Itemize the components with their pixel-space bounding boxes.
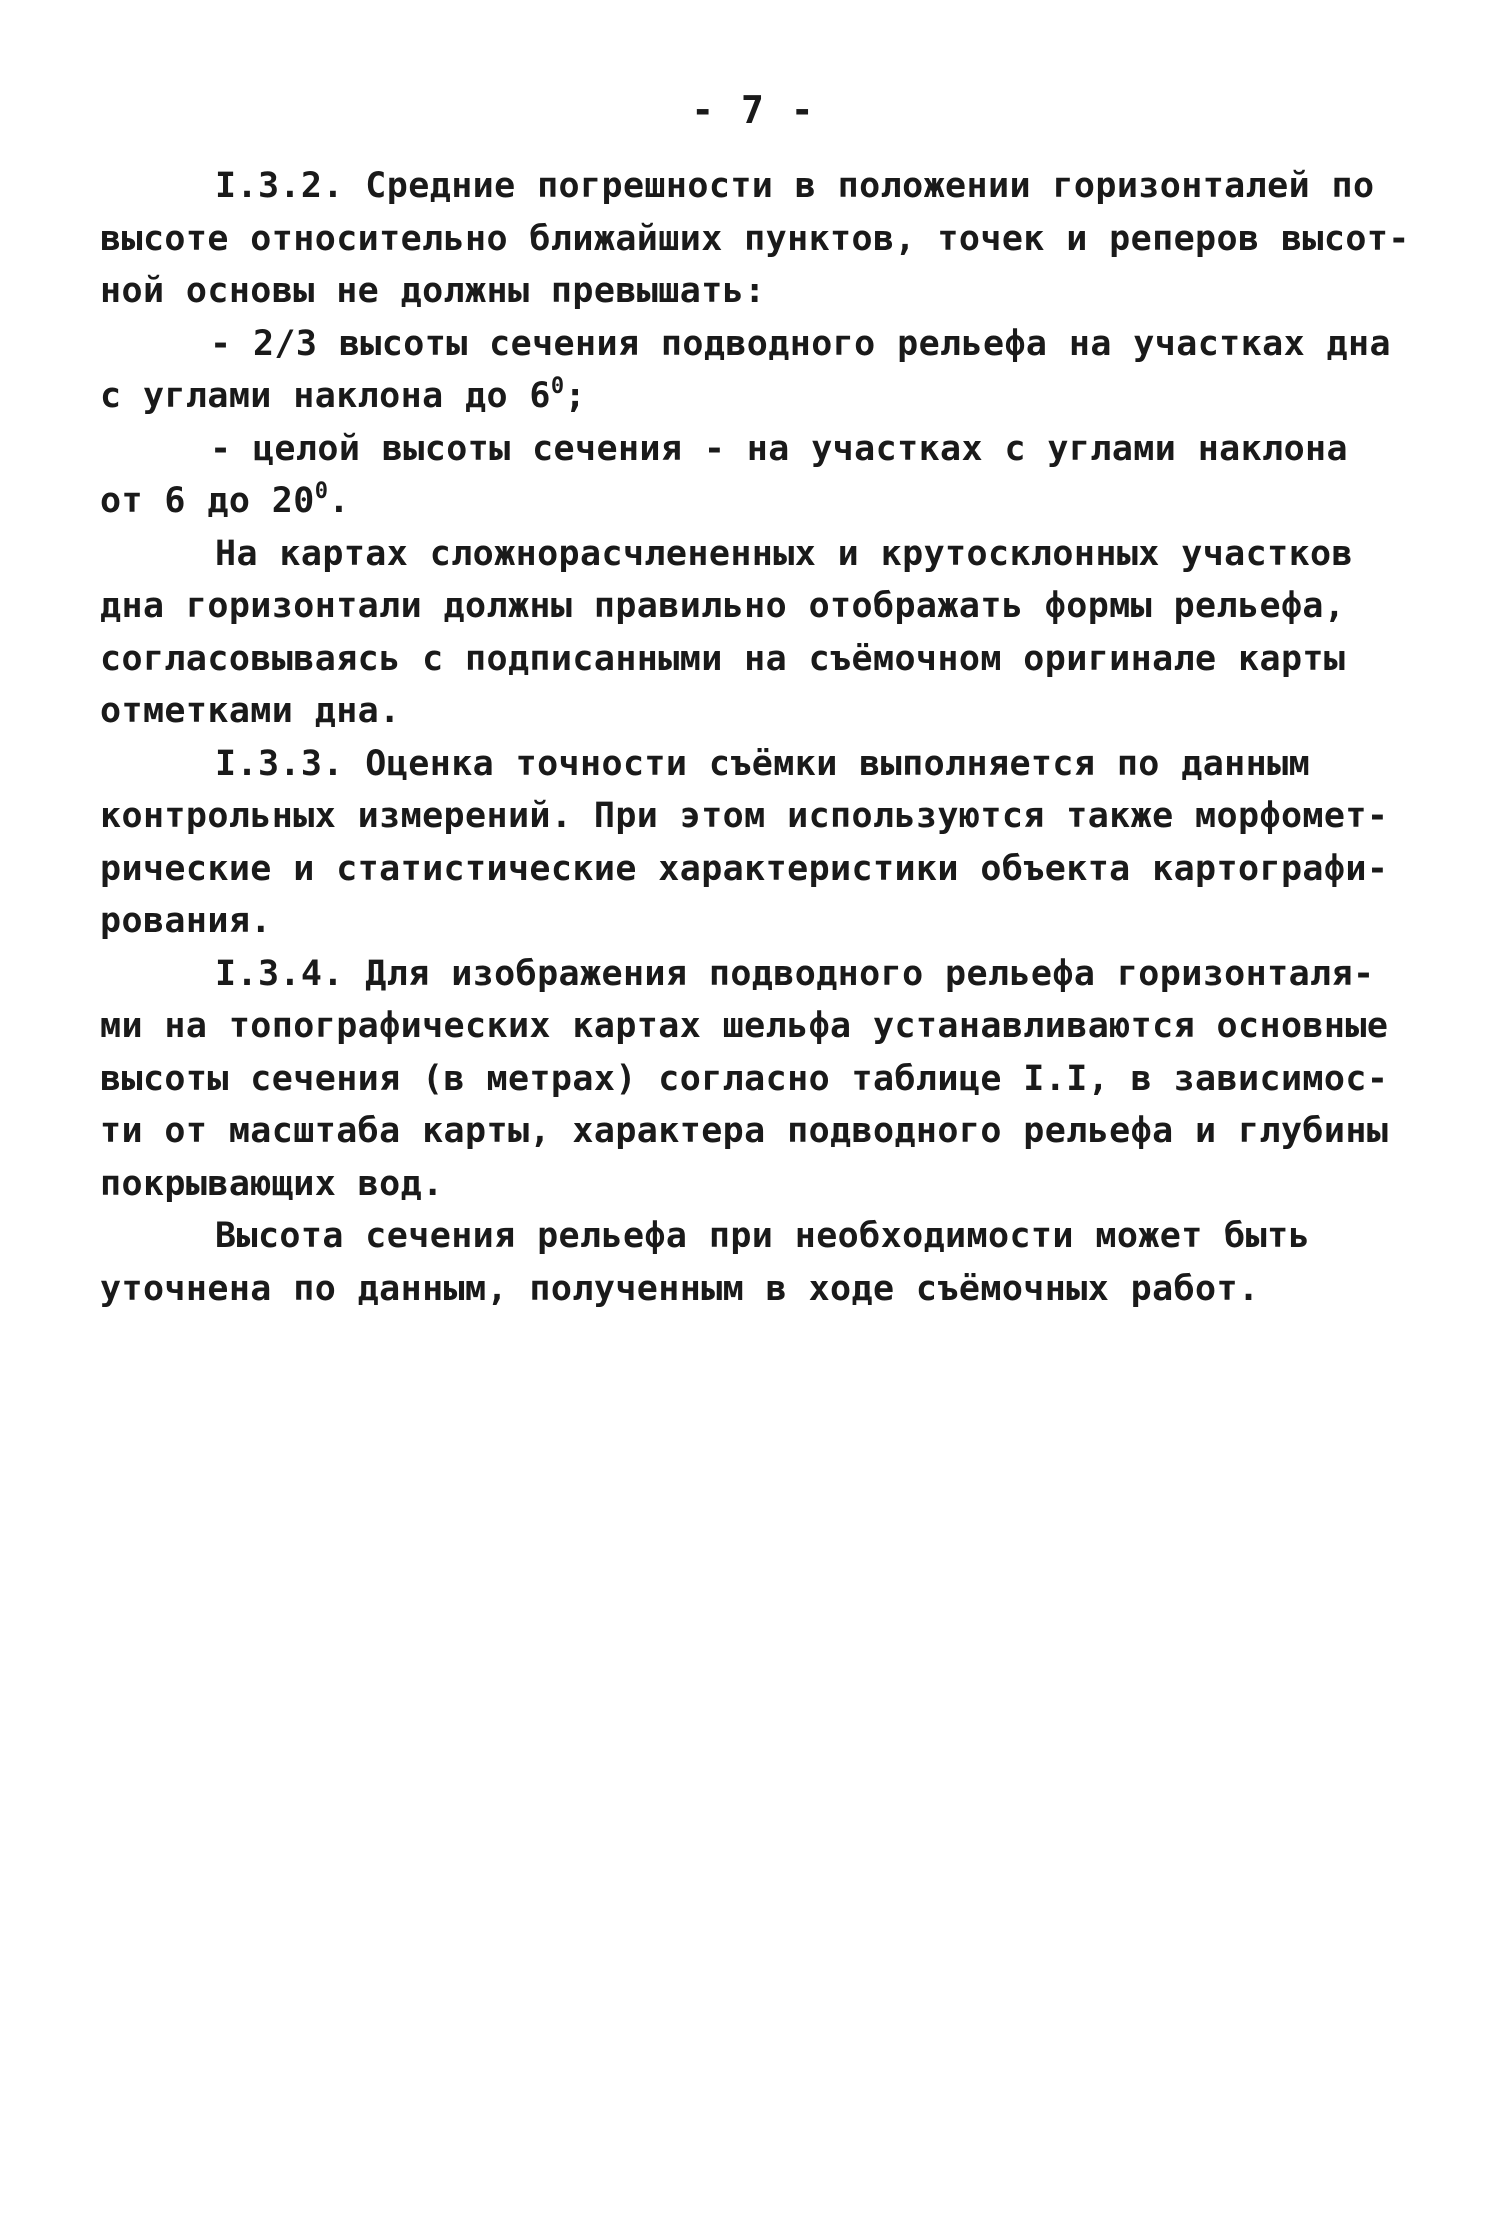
paragraph-1-line: высоте относительно ближайших пунктов, точек и реперов высот- <box>100 218 1410 259</box>
paragraph-4-line: I.3.4. Для изображения подводного рельефа горизонталя- <box>215 953 1375 994</box>
degree-superscript: 0 <box>550 374 565 399</box>
paragraph-5-line: уточнена по данным, полученным в ходе съёмочных работ. <box>100 1268 1260 1309</box>
paragraph-3-line: I.3.3. Оценка точности съёмки выполняется по данным <box>215 743 1311 784</box>
paragraph-1-line: ной основы не должны превышать: <box>100 271 766 311</box>
paragraph-4-line: покрывающих вод. <box>100 1163 444 1204</box>
paragraph-3-line: контрольных измерений. При этом используются также морфомет- <box>100 796 1389 836</box>
paragraph-2-line: На картах сложнорасчлененных и крутосклонных участков <box>215 533 1354 574</box>
paragraph-4-line: высоты сечения (в метрах) согласно таблице I.I, в зависимос- <box>100 1058 1389 1099</box>
paragraph-4-line: ми на топографических картах шельфа устанавливаются основные <box>100 1006 1389 1046</box>
text-run: с углами наклона до 6 <box>100 376 551 416</box>
paragraph-5-line: Высота сечения рельефа при необходимости может быть <box>215 1216 1311 1256</box>
list-item-line: - целой высоты сечения - на участках с углами наклона <box>210 428 1349 469</box>
body-text <box>100 160 1420 1315</box>
text-run: от 6 до 20 <box>100 481 315 521</box>
text-run: . <box>328 481 350 521</box>
list-item-line <box>100 475 1420 528</box>
paragraph-3-line: рические и статистические характеристики объекта картографи- <box>100 848 1389 889</box>
paragraph-4-line: ти от масштаба карты, характера подводного рельефа и глубины <box>100 1111 1389 1151</box>
paragraph-2-line: дна горизонтали должны правильно отображать формы рельефа, <box>100 586 1346 626</box>
degree-superscript: 0 <box>314 479 329 504</box>
paragraph-2-line: согласовываясь с подписанными на съёмочном оригинале карты <box>100 638 1346 679</box>
paragraph-2-line: отметками дна. <box>100 691 401 731</box>
paragraph-1-line: I.3.2. Средние погрешности в положении горизонталей по <box>215 166 1375 206</box>
paragraph-3-line: рования. <box>100 901 272 941</box>
list-item-line: - 2/3 высоты сечения подводного рельефа на участках дна <box>210 323 1391 364</box>
page-number: - 7 - <box>691 88 816 132</box>
text-run: ; <box>564 376 587 416</box>
list-item-line <box>100 370 1420 423</box>
